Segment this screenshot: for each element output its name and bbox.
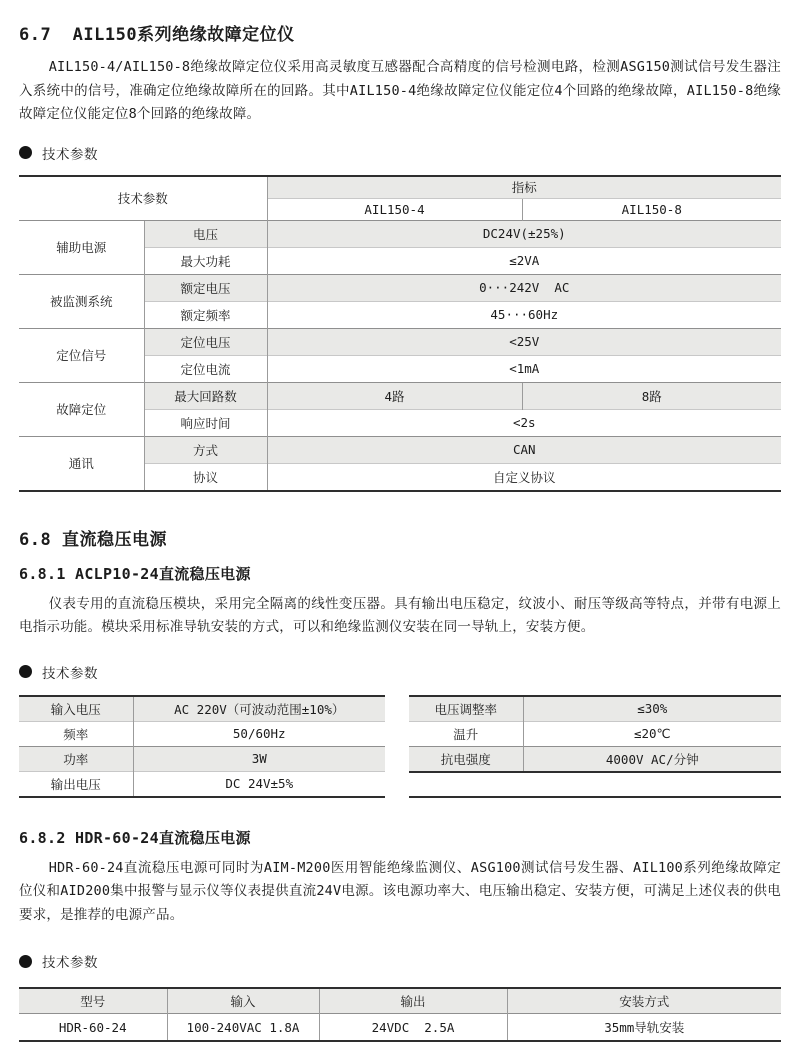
- ail150-spec-table: [19, 175, 781, 492]
- param-value-cell: 0···242V AC: [267, 274, 781, 301]
- param-label-cell: 额定电压: [144, 274, 267, 301]
- param-label-cell: 方式: [144, 436, 267, 463]
- param-value-cell: 8路: [522, 382, 781, 409]
- param-value-cell: 100-240VAC 1.8A: [167, 1014, 319, 1042]
- section-6-7-heading: 6.7 AIL150系列绝缘故障定位仪: [19, 25, 295, 45]
- param-value-cell: 4000V AC/分钟: [523, 746, 781, 772]
- param-value-cell: 35mm导轨安装: [507, 1014, 781, 1042]
- column-header-cell: 安装方式: [507, 988, 781, 1014]
- column-header-cell: 输入: [167, 988, 319, 1014]
- param-label-cell: 定位电压: [144, 328, 267, 355]
- param-label-cell: 电压: [144, 220, 267, 247]
- param-value-cell: <1mA: [267, 355, 781, 382]
- tech-params-section-marker: [19, 951, 781, 971]
- param-value-cell: 3W: [133, 746, 385, 771]
- param-value-cell: 24VDC 2.5A: [319, 1014, 507, 1042]
- param-value-cell: ≤20℃: [523, 721, 781, 746]
- group-label-cell: 定位信号: [19, 328, 144, 382]
- tech-params-label: 技术参数: [42, 665, 98, 682]
- tech-params-label: 技术参数: [42, 146, 98, 163]
- model-header-cell: AIL150-8: [522, 198, 781, 220]
- param-value-cell: 50/60Hz: [133, 721, 385, 746]
- hdr-spec-table: [19, 987, 781, 1042]
- param-label-cell: 输出电压: [19, 771, 133, 797]
- column-header-cell: 型号: [19, 988, 167, 1014]
- param-value-cell: HDR-60-24: [19, 1014, 167, 1042]
- param-value-cell: DC24V(±25%): [267, 220, 781, 247]
- section-6-8-2-heading: 6.8.2 HDR-60-24直流稳压电源: [19, 828, 251, 847]
- param-label-cell: 电压调整率: [409, 696, 523, 722]
- param-label-cell: 抗电强度: [409, 746, 523, 772]
- param-value-cell: 自定义协议: [267, 463, 781, 491]
- param-value-cell: <25V: [267, 328, 781, 355]
- section-6-8-1-paragraph: 仪表专用的直流稳压模块，采用完全隔离的线性变压器。具有输出电压稳定，纹波小、耐压等级高等特点，并带有电源上电指示功能。模块采用标准导轨安装的方式，可以和绝缘监测仪安装在同一导轨上，安装方便。: [19, 595, 781, 635]
- aclp-input-table: [19, 695, 385, 798]
- param-label-cell: 最大回路数: [144, 382, 267, 409]
- group-label-cell: 通讯: [19, 436, 144, 491]
- param-label-cell: 输入电压: [19, 696, 133, 722]
- tech-params-section-marker: [19, 662, 781, 682]
- param-value-cell: <2s: [267, 409, 781, 436]
- bullet-icon: [19, 146, 32, 159]
- model-header-cell: AIL150-4: [267, 198, 522, 220]
- param-value-cell: 45···60Hz: [267, 301, 781, 328]
- param-label-cell: 协议: [144, 463, 267, 491]
- aclp-output-table: [409, 695, 781, 773]
- tech-params-section-marker: [19, 143, 781, 163]
- param-value-cell: ≤2VA: [267, 247, 781, 274]
- section-6-8-2-paragraph: HDR-60-24直流稳压电源可同时为AIM-M200医用智能绝缘监测仪、ASG100测试信号发生器、AIL100系列绝缘故障定位仪和AID200集中报警与显示仪等仪表提供直流24V电源。该电源功率大、电压输出稳定、安装方便，可满足上述仪表的供电要求，是推荐的电源产品。: [19, 859, 781, 923]
- section-6-8-1-heading: 6.8.1 ACLP10-24直流稳压电源: [19, 564, 251, 583]
- param-value-cell: 4路: [267, 382, 522, 409]
- param-value-cell: ≤30%: [523, 696, 781, 722]
- param-value-cell: AC 220V（可波动范围±10%）: [133, 696, 385, 722]
- group-label-cell: 被监测系统: [19, 274, 144, 328]
- param-label-cell: 额定频率: [144, 301, 267, 328]
- section-6-7-paragraph: AIL150-4/AIL150-8绝缘故障定位仪采用高灵敏度互感器配合高精度的信号检测电路，检测ASG150测试信号发生器注入系统中的信号，准确定位绝缘故障所在的回路。其中AIL150-4绝缘故障定位仪能定位4个回路的绝缘故障，AIL150-8绝缘故障定位仪能定位8个回路的绝缘故障。: [19, 59, 781, 122]
- param-label-cell: 响应时间: [144, 409, 267, 436]
- param-label-cell: 最大功耗: [144, 247, 267, 274]
- param-label-cell: 定位电流: [144, 355, 267, 382]
- bullet-icon: [19, 955, 32, 968]
- column-header-cell: 输出: [319, 988, 507, 1014]
- param-label-cell: 功率: [19, 746, 133, 771]
- group-label-cell: 辅助电源: [19, 220, 144, 274]
- group-label-cell: 故障定位: [19, 382, 144, 436]
- bullet-icon: [19, 665, 32, 678]
- table-row: [19, 1014, 781, 1042]
- aclp-tables-row: [19, 695, 781, 798]
- index-header-cell: 指标: [267, 176, 781, 199]
- param-value-cell: CAN: [267, 436, 781, 463]
- tech-params-label: 技术参数: [42, 955, 98, 971]
- section-6-8-heading: 6.8 直流稳压电源: [19, 529, 167, 550]
- param-value-cell: DC 24V±5%: [133, 771, 385, 797]
- param-label-cell: 温升: [409, 721, 523, 746]
- aclp-output-table-box: [409, 695, 781, 798]
- param-header-cell: 技术参数: [117, 191, 168, 206]
- param-label-cell: 频率: [19, 721, 133, 746]
